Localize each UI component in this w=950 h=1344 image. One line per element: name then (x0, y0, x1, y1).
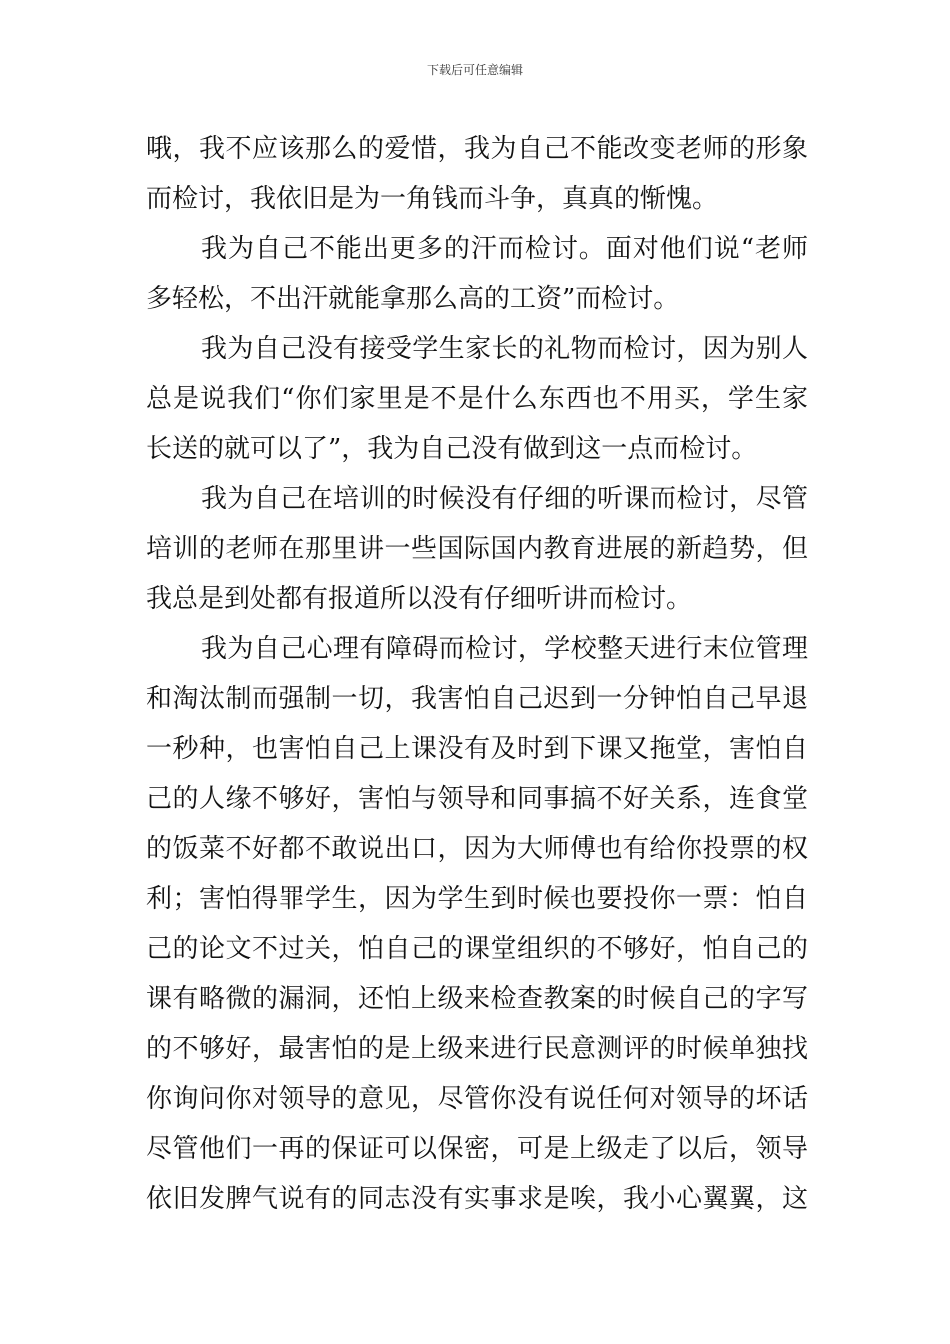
text-line: 哦，我不应该那么的爱惜，我为自己不能改变老师的形象 (146, 134, 808, 164)
text-line: 培训的老师在那里讲一些国际国内教育进展的新趋势，但 (146, 534, 808, 564)
text-line: 我为自己在培训的时候没有仔细的听课而检讨，尽管 (201, 484, 808, 514)
text-line: 的不够好，最害怕的是上级来进行民意测评的时候单独找 (146, 1034, 808, 1064)
text-line: 和淘汰制而强制一切，我害怕自己迟到一分钟怕自己早退 (146, 684, 808, 714)
document-body (146, 124, 808, 1224)
text-line: 而检讨，我依旧是为一角钱而斗争，真真的惭愧。 (146, 184, 719, 214)
page-header: 下载后可任意编辑 (426, 63, 523, 77)
text-line: 我总是到处都有报道所以没有仔细听讲而检讨。 (146, 584, 693, 614)
text-line: 长送的就可以了”，我为自己没有做到这一点而检讨。 (146, 434, 758, 464)
text-line: 多轻松，不出汗就能拿那么高的工资”而检讨。 (146, 284, 680, 314)
text-line: 你询问你对领导的意见，尽管你没有说任何对领导的坏话 (146, 1084, 808, 1114)
text-line: 我为自己不能出更多的汗而检讨。面对他们说“老师 (201, 234, 808, 264)
text-line: 利；害怕得罪学生，因为学生到时候也要投你一票：怕自 (146, 884, 808, 914)
text-line: 己的人缘不够好，害怕与领导和同事搞不好关系，连食堂 (146, 784, 808, 814)
text-line: 的饭菜不好都不敢说出口，因为大师傅也有给你投票的权 (146, 834, 808, 864)
text-line: 我为自己心理有障碍而检讨，学校整天进行末位管理 (201, 634, 808, 664)
text-line: 尽管他们一再的保证可以保密，可是上级走了以后，领导 (146, 1134, 808, 1164)
text-line: 己的论文不过关，怕自己的课堂组织的不够好，怕自己的 (146, 934, 808, 964)
text-line: 依旧发脾气说有的同志没有实事求是唉，我小心翼翼，这 (146, 1184, 808, 1214)
text-line: 总是说我们“你们家里是不是什么东西也不用买，学生家 (146, 384, 808, 414)
text-line: 一秒种，也害怕自己上课没有及时到下课又拖堂，害怕自 (146, 734, 808, 764)
text-line: 我为自己没有接受学生家长的礼物而检讨，因为别人 (201, 334, 808, 364)
text-line: 课有略微的漏洞，还怕上级来检查教案的时候自己的字写 (146, 984, 808, 1014)
